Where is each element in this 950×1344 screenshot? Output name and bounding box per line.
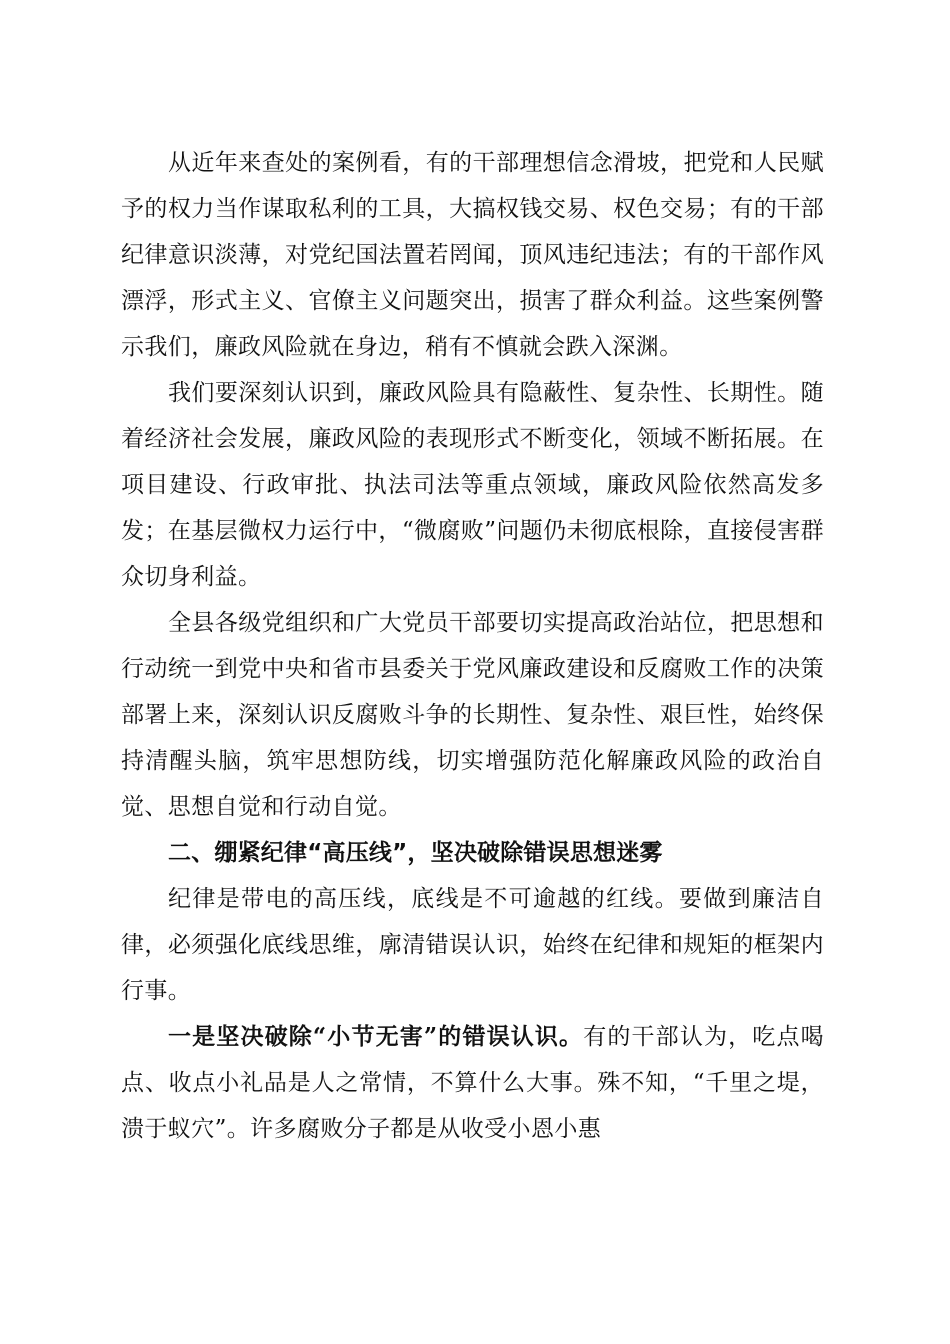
paragraph-discipline-line: 纪律是带电的高压线，底线是不可逾越的红线。要做到廉洁自律，必须强化底线思维，廓清错误认识，始终在纪律和规矩的框架内行事。 <box>121 886 824 1004</box>
paragraph-risk-awareness: 我们要深刻认识到，廉政风险具有隐蔽性、复杂性、长期性。随着经济社会发展，廉政风险的表现形式不断变化，领域不断拓展。在项目建设、行政审批、执法司法等重点领域，廉政风险依然高发多发；在基层微权力运行中，“微腐败”问题仍未彻底根除，直接侵害群众切身利益。 <box>121 380 824 590</box>
paragraph-point-one <box>121 1014 824 1152</box>
paragraph-political-stance: 全县各级党组织和广大党员干部要切实提高政治站位，把思想和行动统一到党中央和省市县委关于党风廉政建设和反腐败工作的决策部署上来，深刻认识反腐败斗争的长期性、复杂性、艰巨性，始终保持清醒头脑，筑牢思想防线，切实增强防范化解廉政风险的政治自觉、思想自觉和行动自觉。 <box>121 610 824 820</box>
point-one-body: 有的干部认为，吃点喝点、收点小礼品是人之常情，不算什么大事。殊不知，“千里之堤，溃于蚁穴”。许多腐败分子都是从收受小恩小惠 <box>121 1024 824 1142</box>
section-heading: 二、绷紧纪律“高压线”，坚决破除错误思想迷雾 <box>168 840 663 866</box>
paragraph-case-review: 从近年来查处的案例看，有的干部理想信念滑坡，把党和人民赋予的权力当作谋取私利的工具，大搞权钱交易、权色交易；有的干部纪律意识淡薄，对党纪国法置若罔闻，顶风违纪违法；有的干部作风漂浮，形式主义、官僚主义问题突出，损害了群众利益。这些案例警示我们，廉政风险就在身边，稍有不慎就会跌入深渊。 <box>121 150 824 360</box>
document-body <box>121 140 824 1152</box>
point-one-lead: 一是坚决破除“小节无害”的错误认识。 <box>168 1023 584 1050</box>
